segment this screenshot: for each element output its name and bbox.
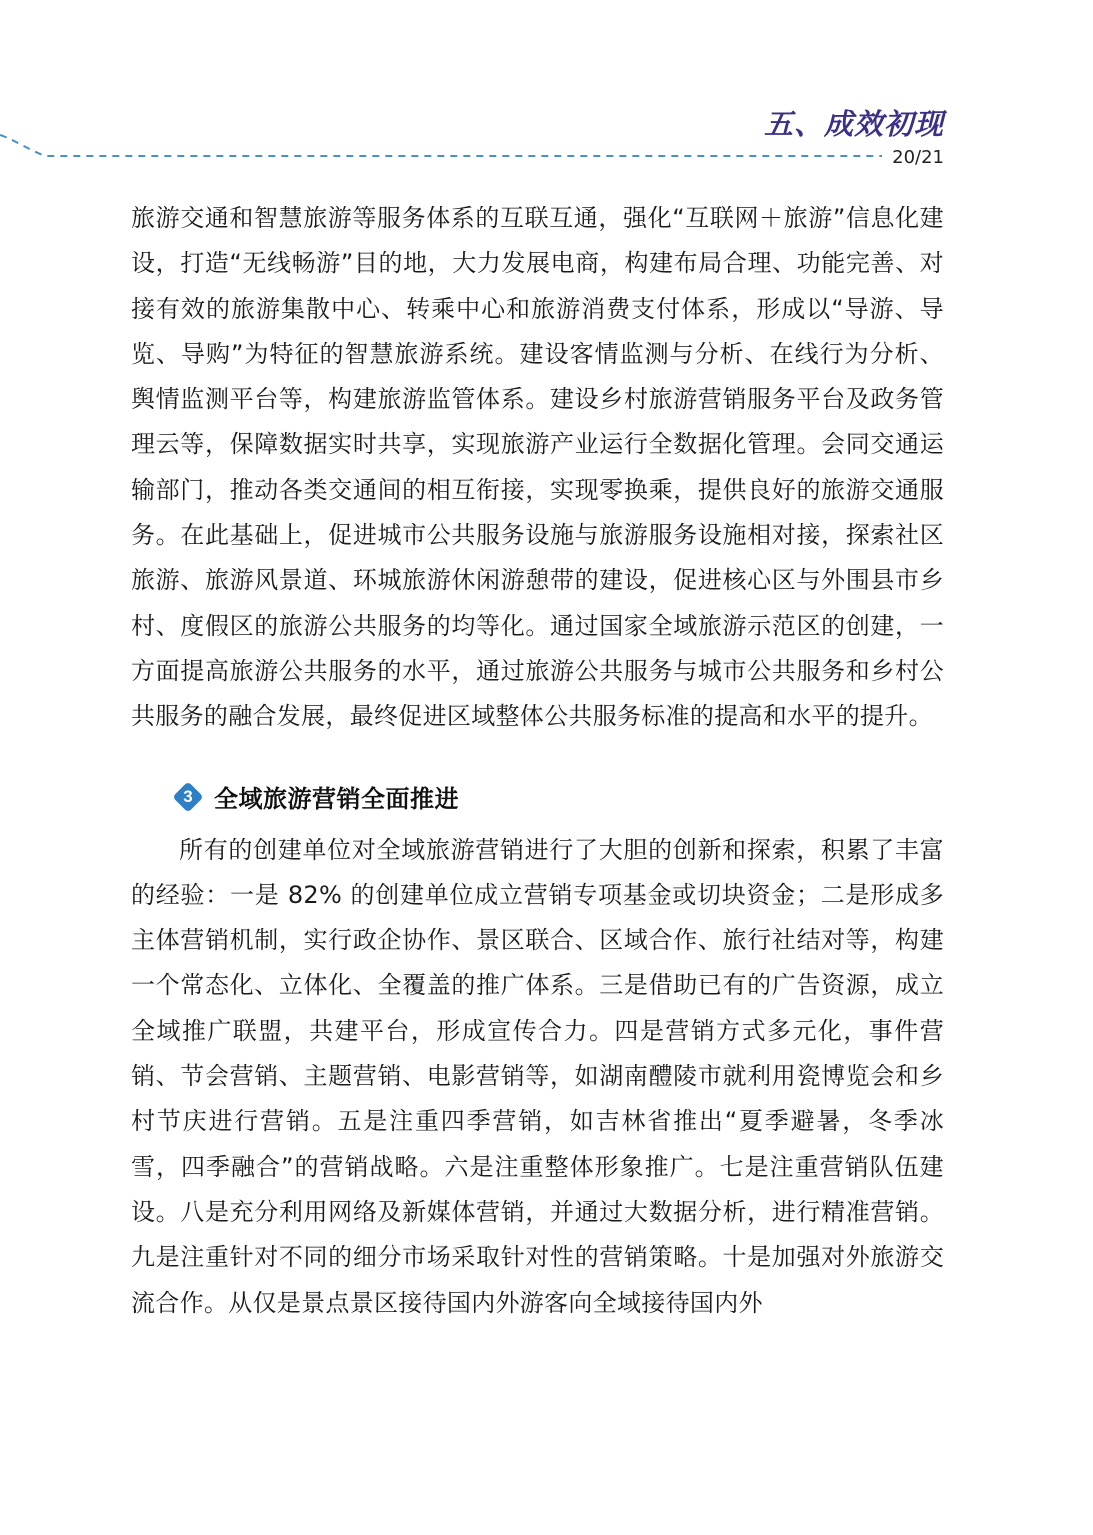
subsection-heading	[171, 776, 944, 818]
body-paragraph: 旅游交通和智慧旅游等服务体系的互联互通，强化“互联网＋旅游”信息化建设，打造“无线畅游”目的地，大力发展电商，构建布局合理、功能完善、对接有效的旅游集散中心、转乘中心和旅游消费支付体系，形成以“导游、导览、导购”为特征的智慧旅游系统。建设客情监测与分析、在线行为分析、舆情监测平台等，构建旅游监管体系。建设乡村旅游营销服务平台及政务管理云等，保障数据实时共享，实现旅游产业运行全数据化管理。会同交通运输部门，推动各类交通间的相互衔接，实现零换乘，提供良好的旅游交通服务。在此基础上，促进城市公共服务设施与旅游服务设施相对接，探索社区旅游、旅游风景道、环城旅游休闲游憩带的建设，促进核心区与外围县市乡村、度假区的旅游公共服务的均等化。通过国家全域旅游示范区的创建，一方面提高旅游公共服务的水平，通过旅游公共服务与城市公共服务和乡村公共服务的融合发展，最终促进区域整体公共服务标准的提高和水平的提升。	[131, 204, 944, 731]
subsection-number: 3	[183, 786, 193, 806]
body-paragraph: 所有的创建单位对全域旅游营销进行了大胆的创新和探索，积累了丰富的经验：一是 82% 的创建单位成立营销专项基金或切块资金；二是形成多主体营销机制，实行政企协作、景区联合、区域合作、旅行社结对等，构建一个常态化、立体化、全覆盖的推广体系。三是借助已有的广告资源，成立全域推广联盟，共建平台，形成宣传合力。四是营销方式多元化，事件营销、节会营销、主题营销、电影营销等，如湖南醴陵市就利用瓷博览会和乡村节庆进行营销。五是注重四季营销，如吉林省推出“夏季避暑，冬季冰雪，四季融合”的营销战略。六是注重整体形象推广。七是注重营销队伍建设。八是充分利用网络及新媒体营销，并通过大数据分析，进行精准营销。九是注重针对不同的细分市场采取针对性的营销策略。十是加强对外旅游交流合作。从仅是景点景区接待国内外游客向全域接待国内外	[131, 835, 944, 1317]
section-title: 五、成效初现	[763, 107, 944, 141]
subsection-title: 全域旅游营销全面推进	[214, 785, 459, 814]
page-content	[131, 196, 944, 1326]
page-number: 20/21	[892, 147, 944, 168]
numbered-diamond-icon	[171, 780, 205, 814]
